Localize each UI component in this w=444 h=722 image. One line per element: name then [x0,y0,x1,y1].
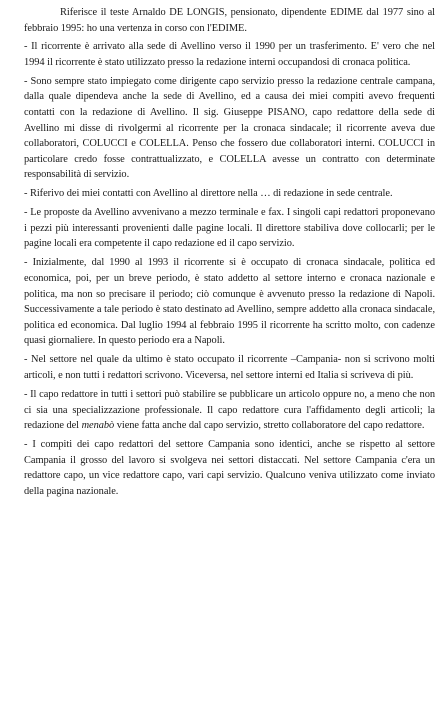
paragraph-role: - Sono sempre stato impiegato come dirigente capo servizio presso la redazione centrale campana, dalla quale dipendeva anche la sede di Avellino, ed a causa dei miei compiti avevo frequenti contatti con la redazione di Avellino. Il sig. Giuseppe PISANO, capo redattore della sede di Avellino mi disse di rivolgermi al ricorrente per la cronaca sindacale; il ricorrente aveva due collaboratori, COLUCCI e COLELLA. Penso che fossero due collaboratori interni. COLUCCI in particolare credo fosse contrattualizzato, e COLELLA avesse un contratto con determinate responsabilità di servizio. [24,75,435,181]
paragraph-reporting: - Riferivo dei miei contatti con Avellino al direttore nella … di redazione in sede centrale. [24,188,393,200]
paragraph-arrival: - Il ricorrente è arrivato alla sede di Avellino verso il 1990 per un trasferimento. E' vero che nel 1994 il ricorrente è stato utilizzato presso la redazione interni occupandosi di cronaca politica. [24,41,435,68]
paragraph-campania-duties: - I compiti dei capo redattori del settore Campania sono identici, anche se rispetto al settore Campania il grosso del lavoro si svolgeva nei settori distaccati. Nel settore Campania c'era un redattore capo, un vice redattore capo, vari capi servizio. Qualcuno veniva utilizzato come inviato della pagina nazionale. [24,439,435,497]
paragraph-proposals: - Le proposte da Avellino avvenivano a mezzo terminale e fax. I singoli capi redattori proponevano i pezzi più interessanti provenienti dalle pagine locali. Il direttore stabiliva dove collocarli; per le pagine locali era competente il capo redazione ed il capo servizio. [24,207,435,250]
paragraph-history: - Inizialmente, dal 1990 al 1993 il ricorrente si è occupato di cronaca sindacale, politica ed economica, poi, per un breve periodo, è stato addetto al settore interno e cronaca nazionale e politica, ma non so precisare il periodo; ciò comunque è avvenuto presso la redazione di Napoli. Successivamente a tale periodo è stato destinato ad Avellino, sempre addetto alla cronaca sindacale, politica ed economica. Dal luglio 1994 al febbraio 1995 il ricorrente ha scritto molto, con cadenze quasi giornaliere. In questo periodo era a Napoli. [24,257,435,347]
paragraph-intro: Riferisce il teste Arnaldo DE LONGIS, pensionato, dipendente EDIME dal 1977 sino al febbraio 1995: ho una vertenza in corso con l'EDIME. [24,7,435,34]
paragraph-sector: - Nel settore nel quale da ultimo è stato occupato il ricorrente –Campania- non si scrivono molti articoli, e non tutti i redattori scrivono. Viceversa, nel settore interni ed Italia si scriveva di più. [24,354,435,382]
menabo-term: menabò [81,420,115,432]
paragraph-capo-redattore: - Il capo redattore in tutti i settori può stabilire se pubblicare un articolo oppure no, a meno che non ci sia una specializzazione professionale. Il capo redattore cura l'affidamento degli articoli; la redazione del menabò viene fatta anche dal capo servizio, stretto collaboratore del capo redattore. [24,389,435,432]
